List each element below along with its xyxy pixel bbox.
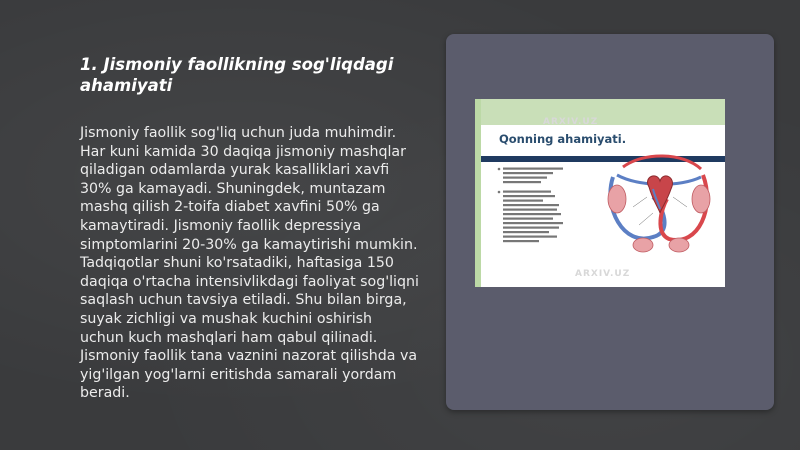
watermark-top: ARXIV.UZ xyxy=(543,117,599,127)
slide-body-text: Jismoniy faollik sog'liq uchun juda muhimdir. Har kuni kamida 30 daqiqa jismoniy mashqlar qiladigan odamlarda yurak kasalliklari xavfi 30% ga kamayadi. Shuningdek, muntazam mashq qilish 2-toifa diabet xavfini 50% ga kamaytiradi. Jismoniy faollik depressiya simptomlarini 20-30% ga kamaytirishi mumkin. Tadqiqotlar shuni ko'rsatadiki, haftasiga 150 daqiqa o'rtacha intensivlikdagi faoliyat sog'liqni saqlash uchun tavsiya etiladi. Shu bilan birga, suyak zichligi va mushak kuchini oshirish uchun kuch mashqlari ham qabul qilinadi. Jismoniy faollik tana vaznini nazorat qilishda va yig'ilgan yog'larni eritishda samarali yordam beradi. xyxy=(80,125,419,402)
embedded-green-band xyxy=(475,99,725,125)
circulatory-diagram xyxy=(603,147,718,257)
embedded-bullet-lines xyxy=(497,165,605,265)
embedded-slide-image xyxy=(475,99,725,287)
watermark-bottom: ARXIV.UZ xyxy=(575,269,631,279)
embedded-bullets-illegible xyxy=(497,165,605,269)
embedded-green-strip xyxy=(475,99,481,287)
embedded-slide-title: Qonning ahamiyati. xyxy=(499,132,627,146)
slide-title: 1. Jismoniy faollikning sog'liqdagi ahamiyati xyxy=(80,55,394,95)
